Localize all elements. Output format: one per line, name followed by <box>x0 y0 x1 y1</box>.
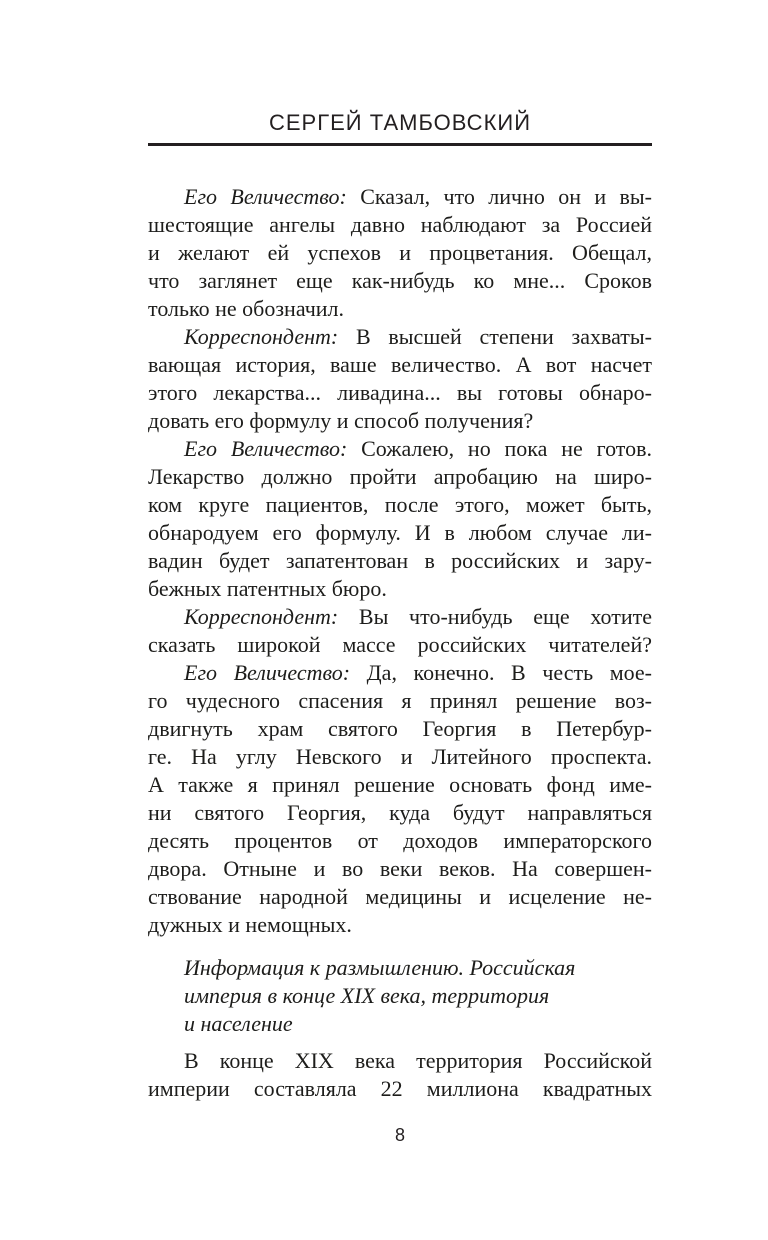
text-line: обнародуем его формулу. И в любом случае ли- <box>148 520 652 545</box>
speaker-name: Его Величество: <box>184 660 351 685</box>
speaker-name: Корреспондент: <box>184 604 339 629</box>
text-line: ге. На углу Невского и Литейного проспекта. <box>148 744 652 769</box>
text-line: вающая история, ваше величество. А вот насчет <box>148 352 652 377</box>
section-heading <box>184 954 652 1038</box>
text-line: вадин будет запатентован в российских и зару- <box>148 548 652 573</box>
text-line: ком круге пациентов, после этого, может быть, <box>148 492 652 517</box>
paragraph <box>148 1047 652 1103</box>
header-rule-divider <box>148 143 652 146</box>
paragraph <box>148 323 652 435</box>
paragraph <box>148 603 652 659</box>
page-number: 8 <box>394 1125 405 1145</box>
text-line: В конце XIX века территория Российской <box>184 1048 652 1073</box>
text-line: сказать широкой массе российских читателей? <box>148 632 652 657</box>
running-header: СЕРГЕЙ ТАМБОВСКИЙ <box>268 110 532 135</box>
text-line: довать его формулу и способ получения? <box>148 408 534 433</box>
text-line: Его Величество: Сожалею, но пока не готов. <box>184 436 652 461</box>
text-line: ни святого Георгия, куда будут направляться <box>148 800 652 825</box>
text-line: двора. Отныне и во веки веков. На совершен- <box>148 856 652 881</box>
text-line: и желают ей успехов и процветания. Обещал, <box>148 240 652 265</box>
text-line: ствование народной медицины и исцеление не- <box>148 884 652 909</box>
text-line: и население <box>184 1011 293 1036</box>
paragraph <box>148 183 652 323</box>
paragraph <box>148 435 652 603</box>
paragraph <box>148 659 652 939</box>
speaker-name: Его Величество: <box>184 184 347 209</box>
text-line: этого лекарства... ливадина... вы готовы обнаро- <box>148 380 652 405</box>
text-line: го чудесного спасения я принял решение воз- <box>148 688 652 713</box>
text-line: Корреспондент: Вы что-нибудь еще хотите <box>184 604 652 629</box>
text-line: что заглянет еще как-нибудь ко мне... Сроков <box>148 268 652 293</box>
text-line: Лекарство должно пройти апробацию на широ- <box>148 464 652 489</box>
text-line: А также я принял решение основать фонд име- <box>148 772 652 797</box>
speaker-name: Его Величество: <box>184 436 348 461</box>
text-line: только не обозначил. <box>148 296 345 321</box>
text-line: шестоящие ангелы давно наблюдают за Россией <box>148 212 652 237</box>
text-line: Информация к размышлению. Российская <box>184 955 576 980</box>
text-line: империя в конце XIX века, территория <box>184 983 550 1008</box>
speaker-name: Корреспондент: <box>184 324 339 349</box>
body-text <box>148 183 652 1103</box>
text-column <box>148 0 652 1146</box>
text-line: Его Величество: Да, конечно. В честь мое- <box>184 660 652 685</box>
text-line: Корреспондент: В высшей степени захваты- <box>184 324 652 349</box>
text-line: дужных и немощных. <box>148 912 352 937</box>
text-line: бежных патентных бюро. <box>148 576 387 601</box>
text-line: Его Величество: Сказал, что лично он и вы- <box>184 184 652 209</box>
text-line: двигнуть храм святого Георгия в Петербур- <box>148 716 652 741</box>
text-line: империи составляла 22 миллиона квадратных <box>148 1076 652 1101</box>
text-line: десять процентов от доходов императорского <box>148 828 652 853</box>
